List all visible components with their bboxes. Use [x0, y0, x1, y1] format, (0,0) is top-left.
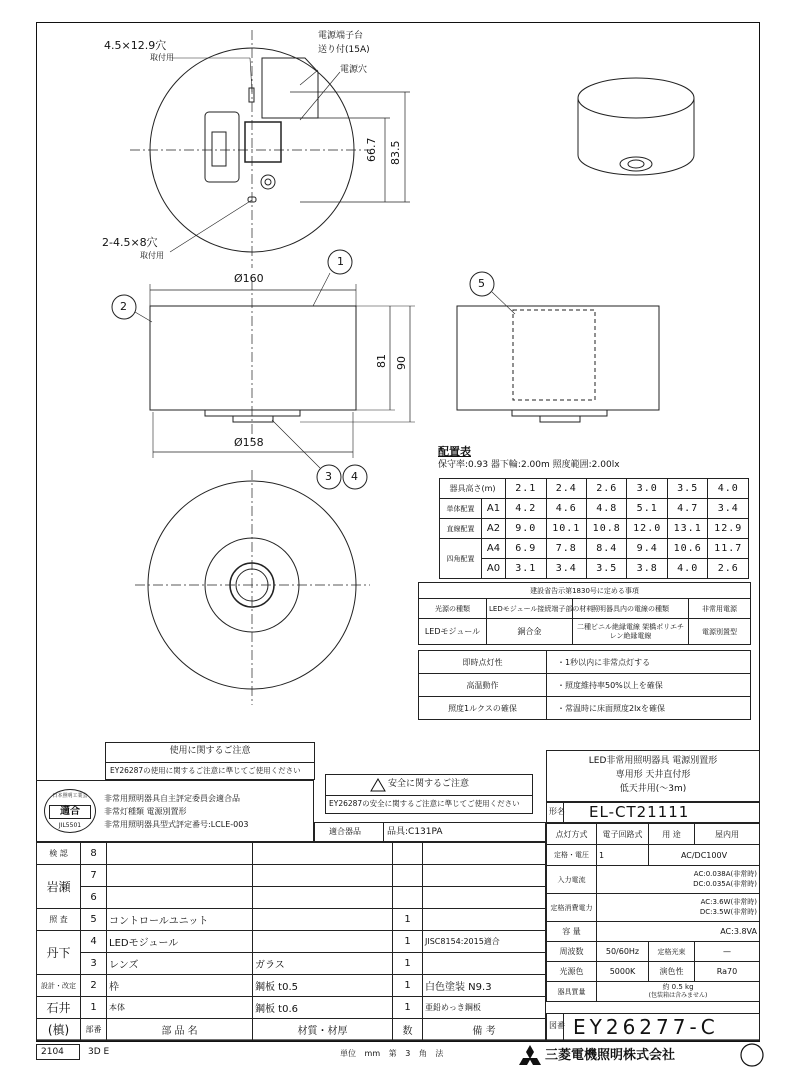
certification-block: 日本照明工業会 適合 JIL5501 非常用照明器具自主評定委員会適合品 非常灯種類 電源別置形 非常用照明器具型式評定番号:LCLE-003 [36, 780, 314, 842]
model-row: 形名 EL-CT21111 [546, 802, 760, 823]
ref-1: 1 [337, 255, 344, 268]
table-row: 3 レンズ ガラス 1 [37, 953, 546, 975]
table-row: 点灯方式 電子回路式 用 途 屋内用 [547, 824, 760, 845]
hole1-use: 取付用 [150, 53, 174, 62]
table-row: 単体配置 A1 4.2 4.6 4.8 5.1 4.7 3.4 [440, 499, 749, 519]
footer-code-box: 2104 [36, 1044, 80, 1060]
table-row: 即時点灯性 ・1秒以内に非常点灯する [419, 651, 751, 674]
hole2-use: 取付用 [140, 251, 164, 260]
layout-conditions: 保守率:0.93 器下輪:2.00m 照度範囲:2.00lx [438, 460, 620, 470]
table-row: 照度1ルクスの確保 ・常温時に床面照度2lxを確保 [419, 697, 751, 720]
table-row: 照 査 5 コントロールユニット 1 [37, 909, 546, 931]
dim-dia160: Ø160 [234, 272, 264, 285]
spec-table [546, 823, 760, 1002]
ref-3: 3 [325, 470, 332, 483]
table-row: 定格消費電力 AC:3.6W(非常時) DC:3.5W(非常時) [547, 894, 760, 922]
ref-4: 4 [351, 470, 358, 483]
footer-unit: 単位 mm 第 3 角 法 [340, 1049, 444, 1058]
table-row: 器具高さ(m) 2.1 2.4 2.6 3.0 3.5 4.0 [440, 479, 749, 499]
usage-note: 使用に関するご注意 EY26287の使用に関するご注意に準じてご使用ください [105, 742, 315, 780]
dim-81: 81 [375, 354, 388, 368]
table-row: 丹下 4 LEDモジュール 1 JISC8154:2015適合 [37, 931, 546, 953]
table-row: 石井 1 本体 鋼板 t0.6 1 亜鉛めっき鋼板 [37, 997, 546, 1019]
footer-view: 3D E [88, 1047, 110, 1057]
table-row: 容 量 AC:3.8VA [547, 922, 760, 942]
table-row: 高温動作 ・照度維持率50%以上を確保 [419, 674, 751, 697]
table-row: 入力電流 AC:0.038A(非常時) DC:0.035A(非常時) [547, 866, 760, 894]
ref-2: 2 [120, 300, 127, 313]
table-row: 周波数 50/60Hz 定格光束 — [547, 942, 760, 962]
ref-5: 5 [478, 277, 485, 290]
company-name: 三菱電機照明株式会社 [545, 1048, 676, 1063]
safety-note: 安全に関するご注意 EY26287の安全に関するご注意に準じてご使用ください [325, 774, 533, 814]
model-number: EL-CT21111 [589, 803, 690, 821]
mitsubishi-logo-icon [519, 1045, 541, 1065]
table-row: 6 [37, 887, 546, 909]
table-row: LEDモジュール 銅合金 二種ビニル絶縁電線 架橋ポリエチレン絶縁電線 電源別置型 [419, 619, 751, 645]
table-row: 四角配置 A4 6.9 7.8 8.4 9.4 10.6 11.7 [440, 539, 749, 559]
product-description: LED非常用照明器具 電源別置形 専用形 天井直付形 低天井用(〜3m) [546, 750, 760, 802]
hole2-label: 2-4.5×8穴 [102, 236, 158, 249]
table-row: 岩瀬 7 [37, 865, 546, 887]
table-row: 直線配置 A2 9.0 10.1 10.8 12.0 13.1 12.9 [440, 519, 749, 539]
layout-table-title: 配置表 [438, 445, 471, 458]
layout-table [439, 478, 749, 579]
table-row: 器具質量 約 0.5 kg (包装箱は含みません) [547, 982, 760, 1002]
power-hole-label: 電源穴 [340, 65, 368, 75]
drawing-number: EY26277-C [573, 1015, 719, 1039]
table-row: 光源の種類 LEDモジュール接続端子部の材料 照明器具内の電線の種類 非常用電源 [419, 599, 751, 619]
notice-items [418, 650, 751, 720]
table-row: 光源色 5000K 演色性 Ra70 [547, 962, 760, 982]
dim-83-5: 83.5 [389, 140, 402, 165]
certification-stamp: 日本照明工業会 適合 JIL5501 [44, 789, 96, 833]
dim-dia158: Ø158 [234, 436, 264, 449]
table-row: 建設省告示第1830号に定める事項 [419, 583, 751, 599]
table-row: (槙) 部番 部 品 名 材質・材厚 数 備 考 [37, 1019, 546, 1041]
lamp-row: 適合器品 品具:C131PA [314, 822, 546, 842]
table-row: 検 認 8 [37, 843, 546, 865]
terminal-label: 電源端子台 [318, 31, 364, 41]
parts-table [36, 842, 546, 1041]
table-row: 設計・改定 2 枠 鋼板 t0.5 1 白色塗装 N9.3 [37, 975, 546, 997]
hole1-label: 4.5×12.9穴 [104, 39, 167, 52]
table-row: A0 3.1 3.4 3.5 3.8 4.0 2.6 [440, 559, 749, 579]
drawing-number-row: 図番 EY26277-C [546, 1013, 760, 1041]
notice-table [418, 582, 751, 645]
dim-66-7: 66.7 [365, 137, 378, 162]
dim-90: 90 [395, 356, 408, 370]
terminal-spec: 送り付(15A) [318, 45, 370, 55]
table-row: 定格・電圧 1 AC/DC100V [547, 845, 760, 866]
